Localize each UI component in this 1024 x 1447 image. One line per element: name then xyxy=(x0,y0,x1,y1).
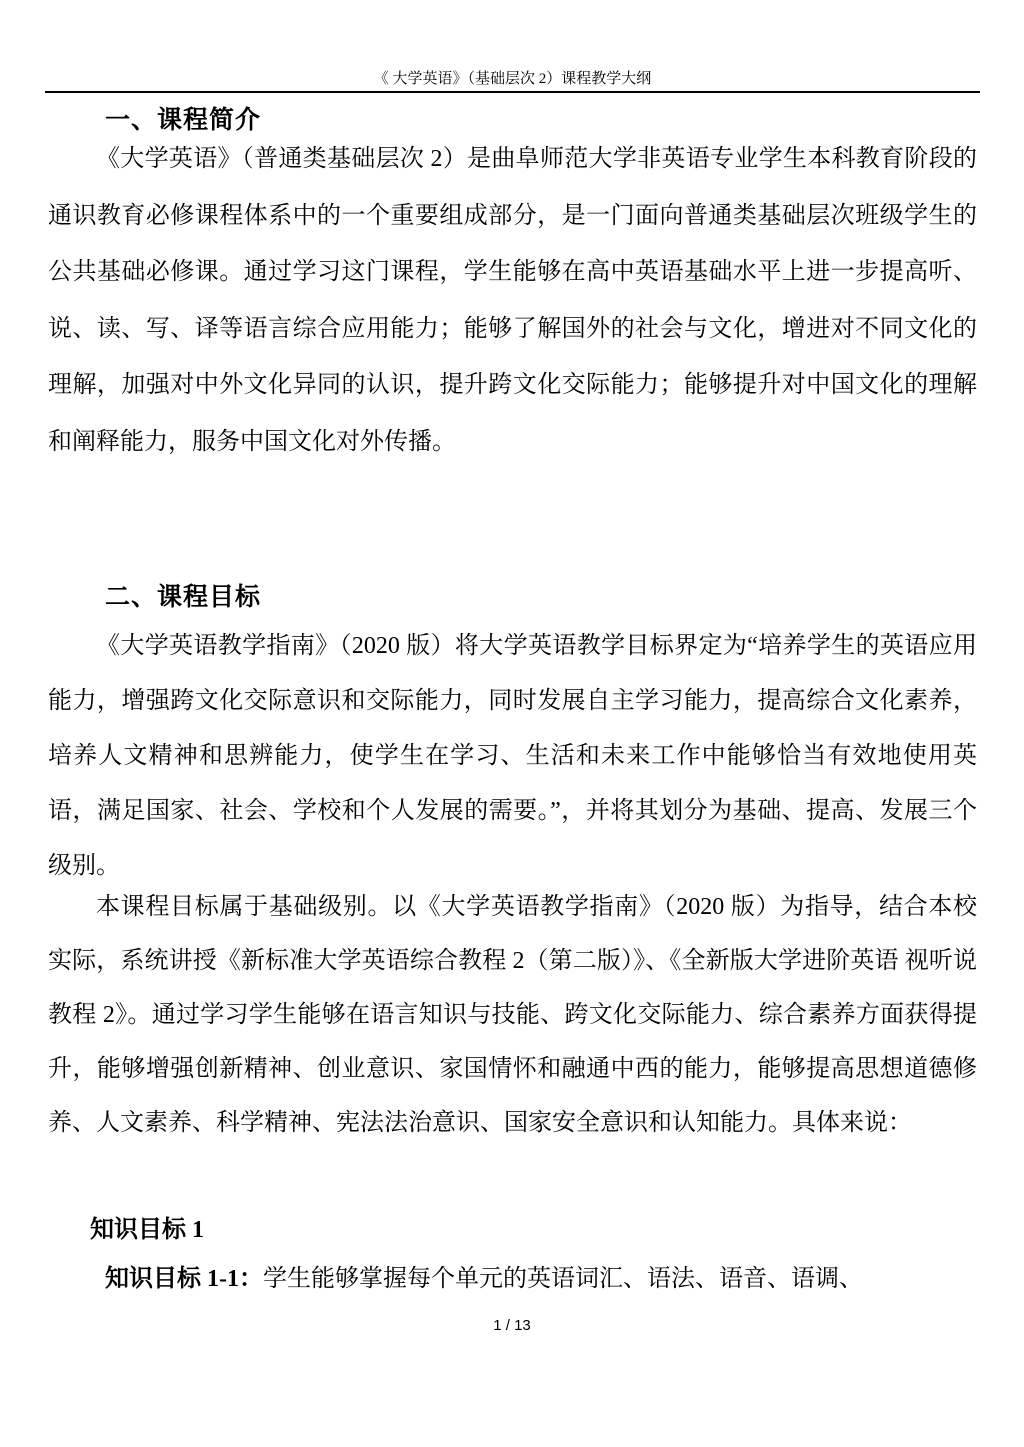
knowledge-goal-1-1-text: 学生能够掌握每个单元的英语词汇、语法、语音、语调、 xyxy=(263,1266,863,1292)
course-objectives-paragraph-1: 《大学英语教学指南》（2020 版）将大学英语教学目标界定为“培养学生的英语应用能力，增强跨文化交际意识和交际能力，同时发展自主学习能力，提高综合文化素养，培养人文精神和思辨能力，使学生在学习、生活和未来工作中能够恰当有效地使用英语，满足国家、社会、学校和个人发展的需要。”，并将其划分为基础、提高、发展三个级别。 xyxy=(48,633,977,879)
header-title: 《 大学英语》（基础层次 2）课程教学大纲 xyxy=(373,71,652,87)
section-heading-course-objectives: 二、课程目标 xyxy=(105,583,262,611)
knowledge-goal-1-1-line xyxy=(48,1262,977,1296)
page-number-text: 1 / 13 xyxy=(493,1317,531,1334)
course-intro-paragraph: 《大学英语》（普通类基础层次 2）是曲阜师范大学非英语专业学生本科教育阶段的通识教育必修课程体系中的一个重要组成部分，是一门面向普通类基础层次班级学生的公共基础必修课。通过学习这门课程，学生能够在高中英语基础水平上进一步提高听、说、读、写、译等语言综合应用能力；能够了解国外的社会与文化，增进对不同文化的理解，加强对中外文化异同的认识，提升跨文化交际能力；能够提升对中国文化的理解和阐释能力，服务中国文化对外传播。 xyxy=(48,146,977,455)
knowledge-goal-1-1-label: 知识目标 1-1： xyxy=(105,1266,263,1292)
page-header xyxy=(45,69,980,93)
course-objectives-paragraph-2: 本课程目标属于基础级别。以《大学英语教学指南》（2020 版）为指导，结合本校实际，系统讲授《新标准大学英语综合教程 2（第二版）》、《全新版大学进阶英语 视听说教程 2》。通过学习学生能够在语言知识与技能、跨文化交际能力、综合素养方面获得提升，能够增强创新精神、创业意识、家国情怀和融通中西的能力，能够提高思想道德修养、人文素养、科学精神、宪法法治意识、国家安全意识和认知能力。具体来说： xyxy=(48,894,977,1136)
knowledge-goal-1-title: 知识目标 1 xyxy=(90,1217,204,1243)
page-number xyxy=(0,1316,1024,1336)
section-heading-course-intro: 一、课程简介 xyxy=(105,106,262,134)
